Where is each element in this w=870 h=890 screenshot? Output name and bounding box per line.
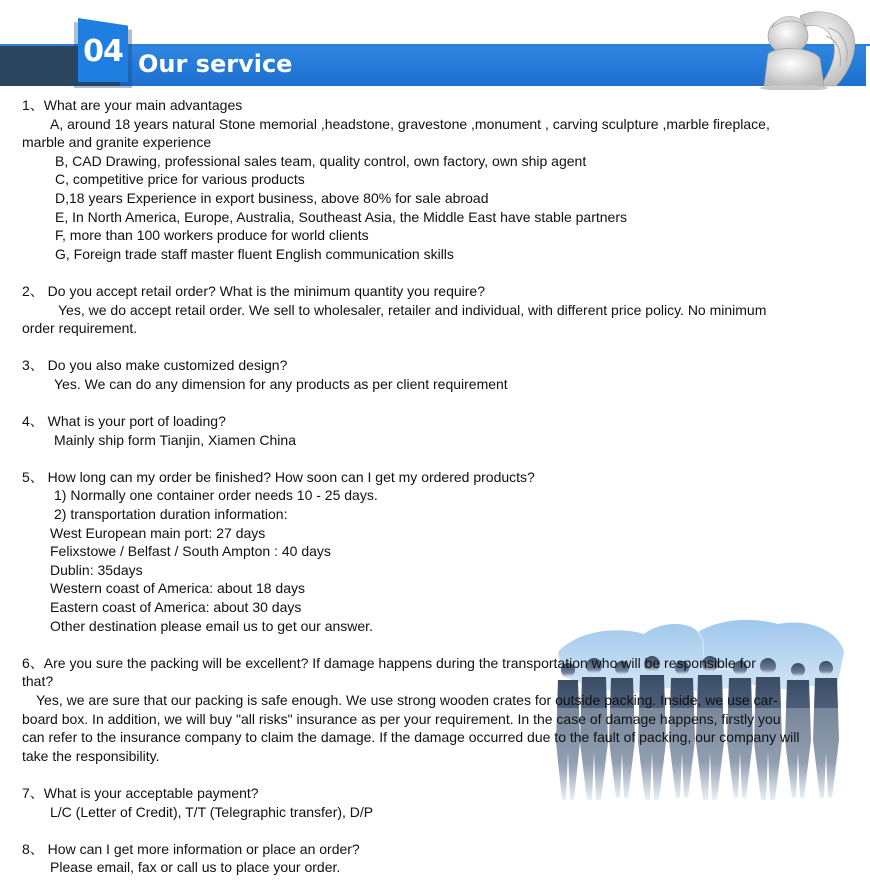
- faq-answer-line: Please email, fax or call us to place your order.: [50, 859, 341, 876]
- faq-answer-line: West European main port: 27 days: [50, 524, 266, 541]
- faq-question-1: 1、What are your main advantages: [22, 97, 243, 113]
- faq-answer-line: order requirement.: [22, 320, 138, 337]
- faq-answer-line: 2) transportation duration information:: [54, 506, 288, 523]
- section-header-banner: [0, 0, 870, 100]
- faq-answer-line: A, around 18 years natural Stone memorial ,headstone, gravestone ,monument , carving sculpture ,marble fireplace,: [50, 115, 770, 132]
- faq-content: [22, 96, 848, 877]
- faq-answer-line: D,18 years Experience in export business, above 80% for sale abroad: [55, 189, 489, 206]
- faq-answer-line: B, CAD Drawing, professional sales team, quality control, own factory, own ship agent: [55, 152, 587, 169]
- faq-answer-line: G, Foreign trade staff master fluent English communication skills: [55, 245, 454, 262]
- faq-question-8: 8、 How can I get more information or place an order?: [22, 840, 360, 857]
- faq-question-6-cont: that?: [22, 673, 54, 690]
- faq-answer-line: Yes. We can do any dimension for any products as per client requirement: [54, 375, 508, 392]
- faq-answer-line: Felixstowe / Belfast / South Ampton : 40 days: [50, 543, 331, 560]
- faq-answer-line: 1) Normally one container order needs 10 - 25 days.: [54, 487, 378, 504]
- faq-answer-line: L/C (Letter of Credit), T/T (Telegraphic transfer), D/P: [50, 803, 374, 820]
- faq-answer-line: can refer to the insurance company to claim the damage. If the damage occurred due to the fault of packing, our company will: [22, 729, 800, 746]
- faq-question-2: 2、 Do you accept retail order? What is the minimum quantity you require?: [22, 282, 485, 299]
- faq-answer-line: Western coast of America: about 18 days: [50, 580, 305, 597]
- faq-answer-line: Other destination please email us to get our answer.: [50, 617, 373, 634]
- faq-question-3: 3、 Do you also make customized design?: [22, 357, 288, 374]
- faq-question-4: 4、 What is your port of loading?: [22, 413, 226, 430]
- faq-answer-line: Eastern coast of America: about 30 days: [50, 599, 302, 616]
- faq-answer-line: marble and granite experience: [22, 134, 212, 151]
- section-number: 04: [83, 34, 123, 69]
- faq-answer-line: F, more than 100 workers produce for world clients: [55, 227, 369, 244]
- section-title: Our service: [138, 50, 293, 78]
- angel-statue-image: [750, 6, 858, 90]
- faq-answer-line: take the responsibility.: [22, 747, 160, 764]
- faq-answer-line: E, In North America, Europe, Australia, Southeast Asia, the Middle East have stable partners: [55, 208, 627, 225]
- faq-answer-line: board box. In addition, we will buy "all risks" insurance as per your requirement. In the case of damage happens, firstly you: [22, 710, 781, 727]
- faq-answer-line: C, competitive price for various products: [55, 171, 305, 188]
- faq-answer-line: Yes, we do accept retail order. We sell to wholesaler, retailer and individual, with different price policy. No minimum: [58, 301, 767, 318]
- faq-answer-line: Mainly ship form Tianjin, Xiamen China: [54, 431, 296, 448]
- faq-question-7: 7、What is your acceptable payment?: [22, 784, 259, 801]
- faq-question-5: 5、 How long can my order be finished? How soon can I get my ordered products?: [22, 468, 535, 485]
- faq-question-6: 6、Are you sure the packing will be excellent? If damage happens during the transportation who will be responsible for: [22, 654, 756, 671]
- faq-answer-line: Dublin: 35days: [50, 561, 143, 578]
- faq-answer-line: Yes, we are sure that our packing is safe enough. We use strong wooden crates for outside packing. Inside, we use car-: [36, 692, 778, 708]
